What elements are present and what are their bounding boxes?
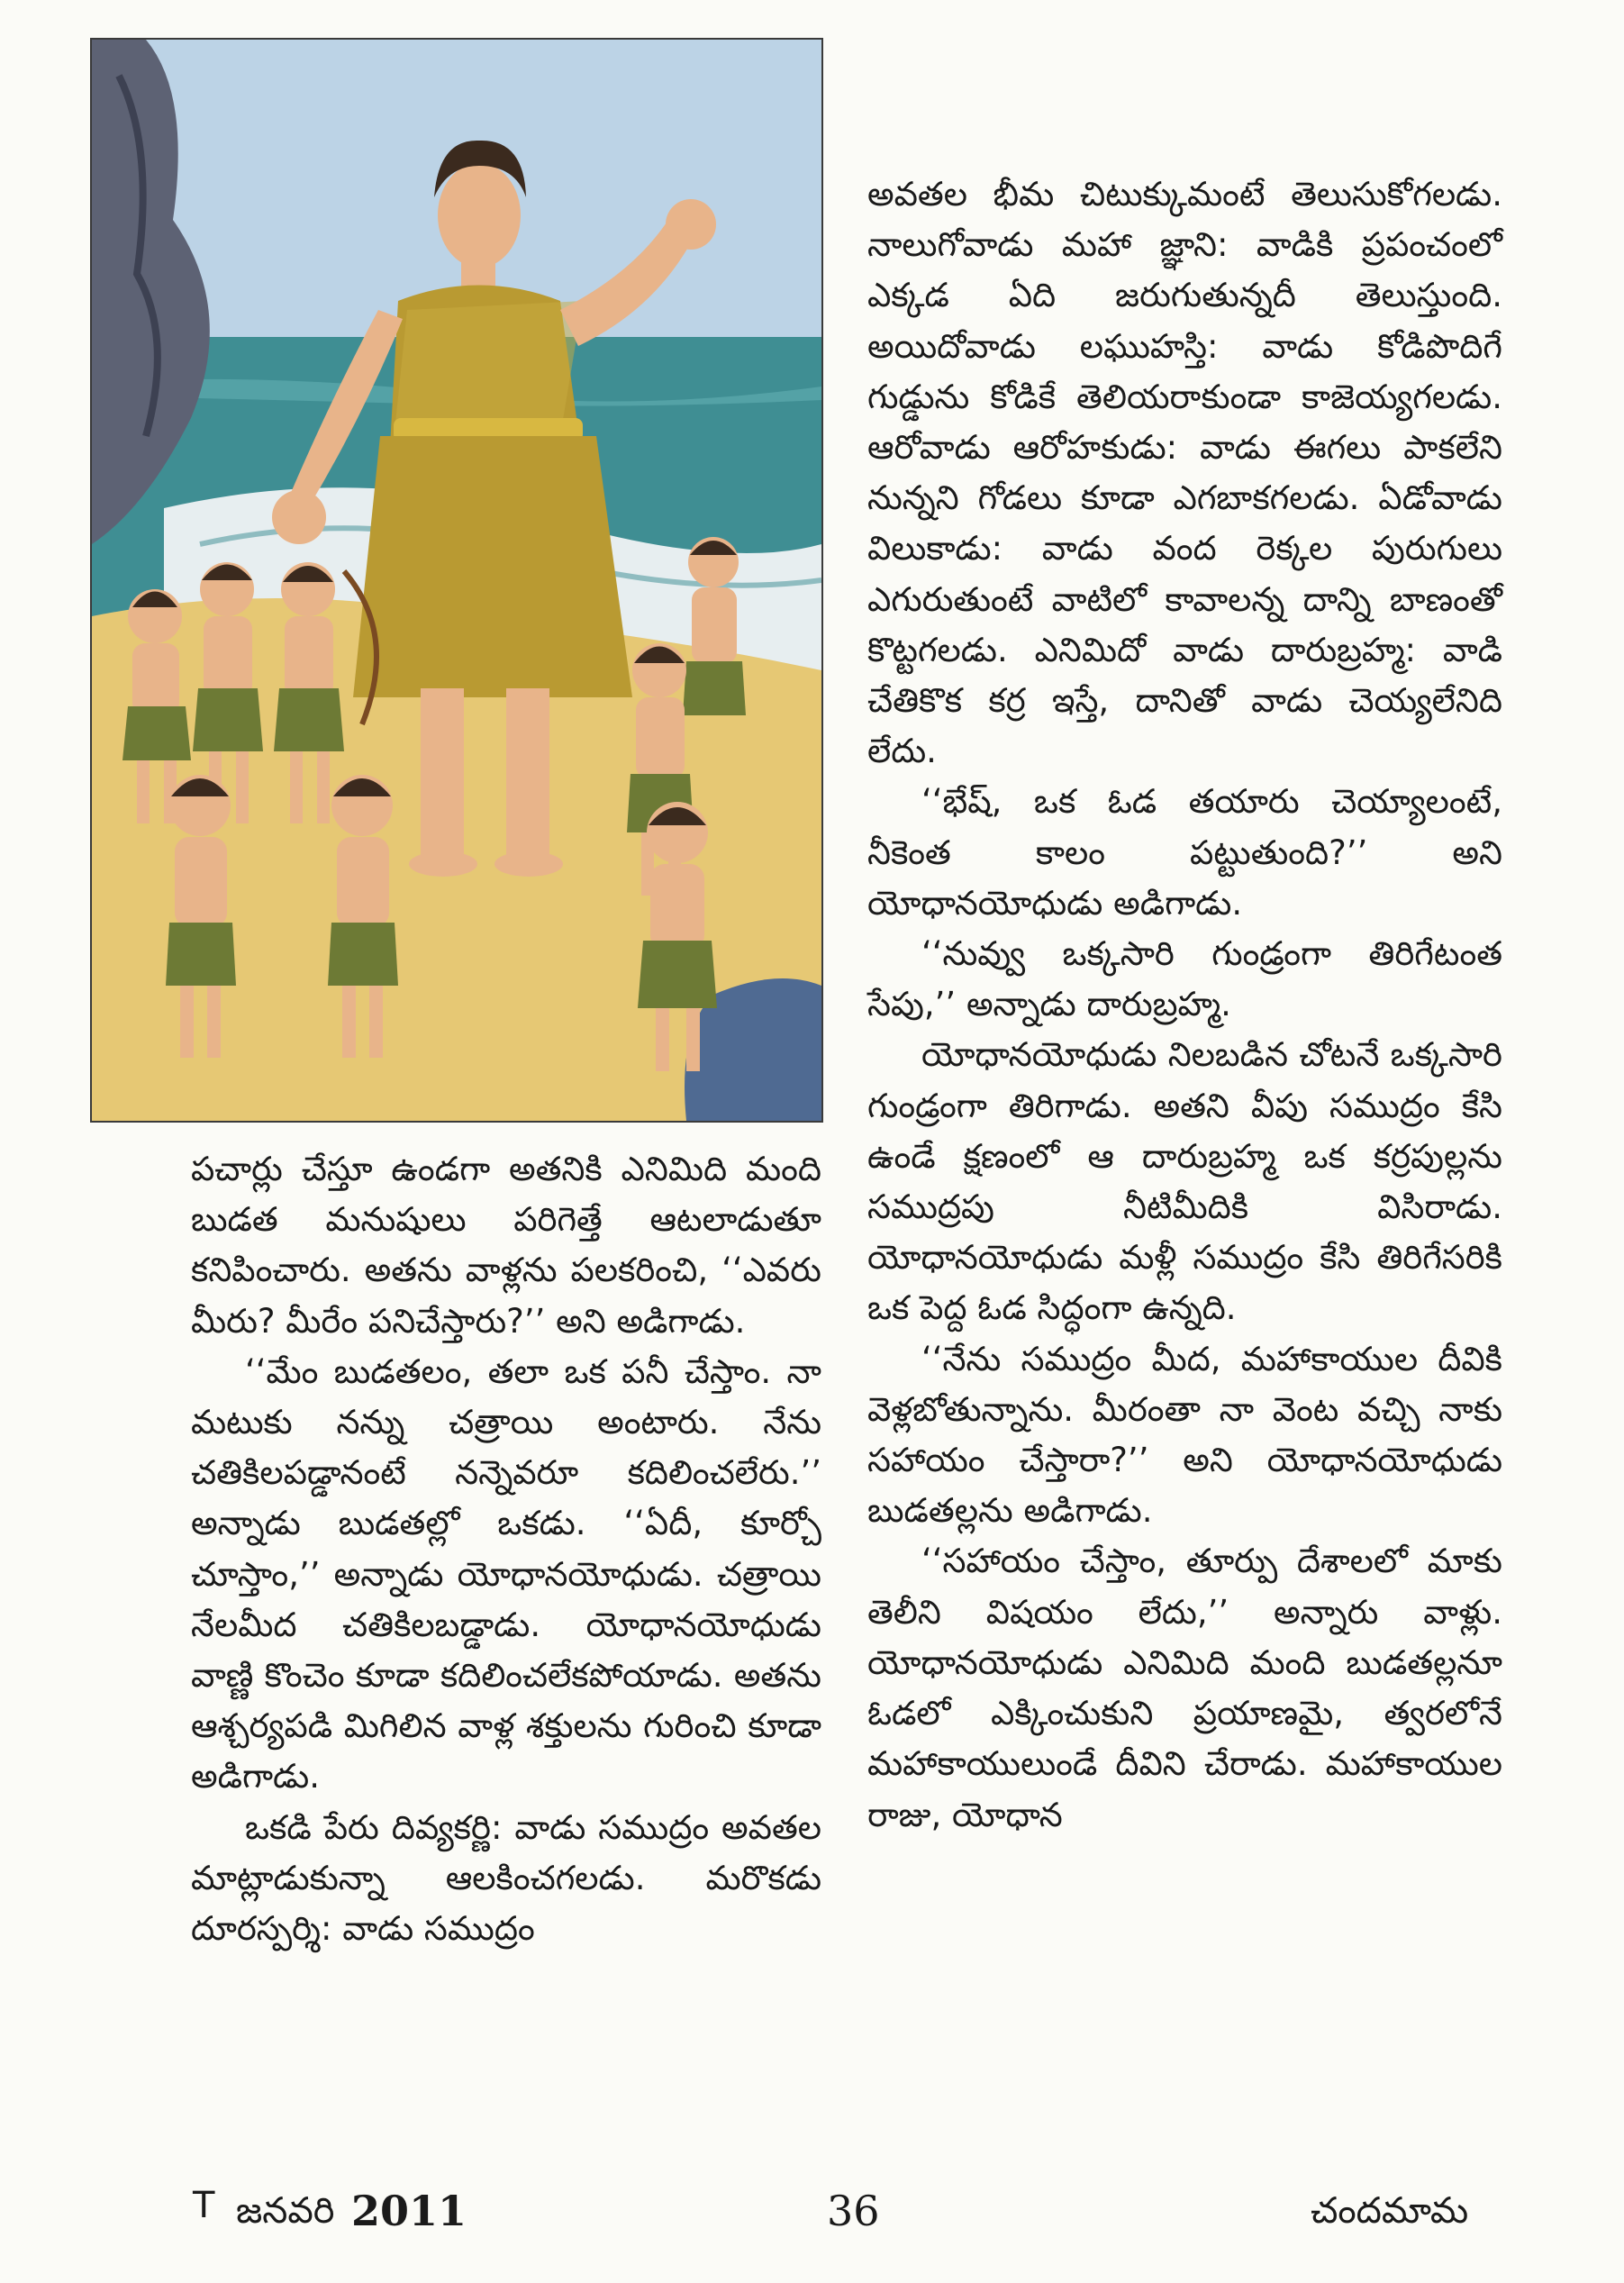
right-paragraph-1: అవతల భీమ చిటుక్కుమంటే తెలుసుకోగలడు. నాలుగోవాడు మహా జ్ఞాని: వాడికి ప్రపంచంలో ఎక్కడ ఏది జరుగుతున్నదీ తెలుస్తుంది. అయిదోవాడు లఘుహస్తి: వాడు కోడిపొదిగే గుడ్డును కోడికే తెలియరాకుండా కాజెయ్యగలడు. ఆరోవాడు ఆరోహకుడు: వాడు ఈగలు పాకలేని నున్నని గోడలు కూడా ఎగబాకగలడు. ఏడోవాడు విలుకాడు: వాడు వంద రెక్కల పురుగులు ఎగురుతుంటే వాటిలో కావాలన్న దాన్ని బాణంతో కొట్టగలడు. ఎనిమిదో వాడు దారుబ్రహ్మ: వాడి చేతికొక కర్ర ఇస్తే, దానితో వాడు చెయ్యలేనిది లేదు. — [867, 175, 1502, 771]
story-illustration — [90, 38, 823, 1123]
left-text-column — [191, 1144, 821, 1954]
magazine-name: చందమామ — [1311, 2190, 1469, 2232]
page-footer — [0, 2185, 1624, 2248]
page-number: 36 — [827, 2187, 880, 2235]
right-text-column — [867, 169, 1502, 1841]
giant-and-tiny-men-picture — [92, 40, 821, 1121]
right-paragraph-3: ‘‘నువ్వు ఒక్కసారి గుండ్రంగా తిరిగేటంత సేపు,’’ అన్నాడు దారుబ్రహ్మ. — [867, 934, 1502, 1024]
footer-mark: T — [193, 2185, 215, 2226]
left-paragraph-1: పచార్లు చేస్తూ ఉండగా అతనికి ఎనిమిది మంది బుడత మనుషులు పరిగెత్తే ఆటలాడుతూ కనిపించారు. అతను వాళ్లను పలకరించి, ‘‘ఎవరు మీరు? మీరేం పనిచేస్తారు?’’ అని అడిగాడు. — [191, 1150, 821, 1341]
right-paragraph-4: యోధానయోధుడు నిలబడిన చోటనే ఒక్కసారి గుండ్రంగా తిరిగాడు. అతని వీపు సముద్రం కేసి ఉండే క్షణంలో ఆ దారుబ్రహ్మ ఒక కర్రపుల్లను సముద్రపు నీటిమీదికి విసిరాడు. యోధానయోధుడు మళ్లీ సముద్రం కేసి తిరిగేసరికి ఒక పెద్ద ఓడ సిద్ధంగా ఉన్నది. — [867, 1035, 1502, 1328]
right-paragraph-5: ‘‘నేను సముద్రం మీద, మహాకాయుల దీవికి వెళ్లబోతున్నాను. మీరంతా నా వెంట వచ్చి నాకు సహాయం చేస్తారా?’’ అని యోధానయోధుడు బుడతల్లను అడిగాడు. — [867, 1339, 1502, 1531]
footer-year: 2011 — [351, 2187, 467, 2235]
left-paragraph-3: ఒకడి పేరు దివ్యకర్ణి: వాడు సముద్రం అవతల మాట్లాడుకున్నా ఆలకించగలడు. మరొకడు దూరస్పర్శి: వాడు సముద్రం — [191, 1807, 821, 1949]
right-paragraph-6: ‘‘సహాయం చేస్తాం, తూర్పు దేశాలలో మాకు తెలీని విషయం లేదు,’’ అన్నారు వాళ్లు. యోధానయోధుడు ఎనిమిది మంది బుడతల్లనూ ఓడలో ఎక్కించుకుని ప్రయాణమై, త్వరలోనే మహాకాయులుండే దీవిని చేరాడు. మహాకాయుల రాజు, యోధాన — [867, 1542, 1502, 1834]
footer-month: జనవరి — [236, 2190, 335, 2232]
right-paragraph-2: ‘‘భేష్, ఒక ఓడ తయారు చెయ్యాలంటే, నీకెంత కాలం పట్టుతుంది?’’ అని యోధానయోధుడు అడిగాడు. — [867, 782, 1502, 923]
left-paragraph-2: ‘‘మేం బుడతలం, తలా ఒక పనీ చేస్తాం. నా మటుకు నన్ను చత్రాయి అంటారు. నేను చతికిలపడ్డానంటే నన్నెవరూ కదిలించలేరు.’’ అన్నాడు బుడతల్లో ఒకడు. ‘‘ఏదీ, కూర్చో చూస్తాం,’’ అన్నాడు యోధానయోధుడు. చత్రాయి నేలమీద చతికిలబడ్డాడు. యోధానయోధుడు వాణ్ణి కొంచెం కూడా కదిలించలేకపోయాడు. అతను ఆశ్చర్యపడి మిగిలిన వాళ్ల శక్తులను గురించి కూడా అడిగాడు. — [191, 1351, 821, 1796]
